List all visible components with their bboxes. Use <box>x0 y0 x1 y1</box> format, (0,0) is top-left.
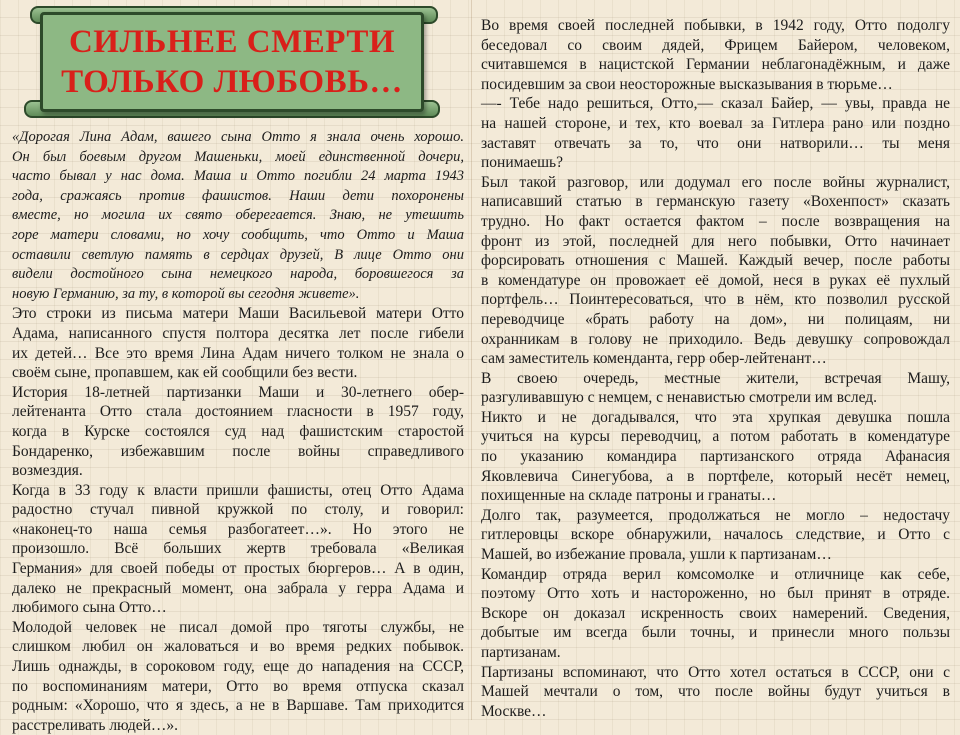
text-line: Машей мечтали о том, что после войны будут учиться в <box>481 683 950 701</box>
text-line: Он был боевым другом Машеньки, моей единственной дочери, <box>12 148 464 165</box>
title-line-2: ТОЛЬКО ЛЮБОВЬ… <box>61 64 403 100</box>
text-line: форсировать отношения с Машей. Каждый вечер, после работы <box>481 252 950 270</box>
text-line: Партизаны вспоминают, что Отто хотел остаться в СССР, они с <box>481 663 950 681</box>
paragraph <box>481 663 950 722</box>
text-line: беседовал со своим дядей, Фрицем Байером, человеком, <box>481 36 950 54</box>
text-line: гитлеровцы вскоре обнаружили, началось следствие, и Отто с <box>481 526 950 544</box>
text-line: заставят отвечать за то, что они натворили… ты меня <box>481 134 950 152</box>
text-line: Бондаренко, избежавшим после войны справедливого <box>12 442 464 460</box>
text-line: партизанам. <box>481 644 561 661</box>
text-line: по указанию командира партизанского отряда Афанасия <box>481 448 950 466</box>
text-line: Лишь однажды, в сороковом году, еще до нападения на СССР, <box>12 658 464 676</box>
title-scroll <box>18 4 448 122</box>
text-line: видели достойного сына немецкого народа, боровшегося за <box>12 266 464 283</box>
text-line: разгуливавшую с немцем, с ненавистью смотрели им вслед. <box>481 389 878 407</box>
text-line: оставили светлую память в сердцах друзей, В лице Отто они <box>12 246 464 263</box>
text-line: родным: «Хорошо, что я здесь, а не в Варшаве. Там приходится <box>12 697 464 715</box>
paragraph <box>481 506 950 565</box>
text-line: вместе, но могила их свято оберегается. Знаю, не утешить <box>12 207 464 224</box>
paragraph <box>12 618 464 735</box>
text-line: расстреливать людей…». <box>12 716 179 734</box>
text-line: Молодой человек не писал домой про тяготы службы, не <box>12 618 464 636</box>
text-line: переводчице «брать работу на дом», ни полицаям, ни <box>481 310 950 328</box>
text-line: трудно. Но факт остается фактом – после возвращения на <box>481 212 950 230</box>
text-line: Командир отряда верил комсомолке и отличнице как себе, <box>481 565 950 583</box>
text-line: на нашей стороне, и тех, кто воевал за Гитлера рано или поздно <box>481 114 950 132</box>
paragraph <box>481 565 950 663</box>
text-line: фронт из этой, последней для него побывки, Отто начинает <box>481 232 950 250</box>
text-line: считавшемся в нацистской Германии неблагонадёжным, и даже <box>481 56 950 74</box>
text-line: учиться на курсы переводчиц, а потом работать в комендатуре <box>481 428 950 446</box>
text-line: сам заместитель коменданта, герр обер-лейтенант… <box>481 350 827 368</box>
text-line: в комендатуре он провожает её домой, неся в руках её пухлый <box>481 271 950 289</box>
paragraph <box>12 304 464 382</box>
text-line: радостно стучал пивной кружкой по столу, и говорил: <box>12 501 464 519</box>
text-line: Когда в 33 году к власти пришли фашисты, отец Отто Адама <box>12 481 464 499</box>
text-line: Это строки из письма матери Маши Васильевой матери Отто <box>12 305 464 323</box>
text-line: понимаешь? <box>481 154 563 172</box>
text-line: Долго так, разумеется, продолжаться не могло – недостачу <box>481 506 950 524</box>
text-line: горе матери словами, но хочу сообщить, что Отто и Маша <box>12 226 464 243</box>
text-line: —- Тебе надо решиться, Отто,— сказал Байер, — увы, правда не <box>481 95 950 113</box>
text-line: написавший статью в германскую газету «Вохенпост» сказать <box>481 193 950 211</box>
left-column <box>12 128 464 735</box>
text-line: когда в Курске состоялся суд над фашистским старостой <box>12 422 464 440</box>
text-line: любимого сына Отто… <box>12 599 167 617</box>
text-line: Германия» для своей победы от простых бюргеров… А в один, <box>12 560 464 578</box>
text-line: часто бывал у нас дома. Маша и Отто погибли 24 марта 1943 <box>12 168 464 185</box>
paragraph <box>12 481 464 618</box>
text-line: посидевшим за свои неосторожные высказывания в тюрьме… <box>481 75 893 93</box>
text-line: «Дорогая Лина Адам, вашего сына Отто я знала очень хорошо. <box>12 129 464 145</box>
column-divider <box>471 0 472 720</box>
text-line: слишком любил он жаловаться и во время редких побывок. <box>12 638 464 656</box>
text-line: Машей, во избежание провала, ушли к партизанам… <box>481 546 832 564</box>
title-line-1: СИЛЬНЕЕ СМЕРТИ <box>68 24 396 60</box>
paragraph <box>12 383 464 481</box>
text-line: похищенные на складе патроны и гранаты… <box>481 487 777 505</box>
text-line: новую Германию, за ту, в которой вы сегодня живете». <box>12 285 360 302</box>
text-line: История 18-летней партизанки Маши и 30-летнего обер- <box>12 383 464 401</box>
text-line: их детей… Все это время Лина Адам ничего толком не знала о <box>12 344 464 362</box>
text-line: Яковлевича Синегубова, а в портфеле, который несёт немец, <box>481 467 950 485</box>
text-line: портфель… Поинтересоваться, что в нём, кто позволил русской <box>481 291 950 309</box>
text-line: года, сражаясь против фашистов. Наши дети похоронены <box>12 187 464 204</box>
paragraph <box>481 369 950 408</box>
paragraph <box>481 408 950 506</box>
text-line: поэтому Отто хоть и настороженно, но был принят в отряде. <box>481 585 950 603</box>
text-line: Был такой разговор, или додумал его после войны журналист, <box>481 173 950 191</box>
text-line: лейтенанта Отто стала достоянием гласности в 1957 году, <box>12 403 464 421</box>
paragraph <box>481 16 950 94</box>
text-line: В своею очередь, местные жители, встречая Машу, <box>481 369 950 387</box>
title-banner <box>40 12 424 112</box>
text-line: охранникам в голову не приходило. Ведь девушку сопровождал <box>481 330 950 348</box>
text-line: Москве… <box>481 702 547 720</box>
paragraph <box>481 94 950 172</box>
text-line: Во время своей последней побывки, в 1942 году, Отто подолгу <box>481 17 950 34</box>
text-line: произошло. Всё больших жертв требовала «Великая <box>12 540 464 558</box>
paragraph <box>481 173 950 369</box>
text-line: своём сыне, пропавшем, как ей сообщили без вести. <box>12 364 358 382</box>
text-line: далеко не прекрасный момент, она забрала у герра Адама и <box>12 579 464 597</box>
text-line: Никто и не догадывался, что эта хрупкая девушка пошла <box>481 408 950 426</box>
text-line: «наконец-то наша семья разбогатеет…». Но этого не <box>12 520 464 538</box>
text-line: Вскоре он доказал искренность своих намерений. Сведения, <box>481 604 950 622</box>
right-column <box>481 16 950 721</box>
letter-quote <box>12 128 464 304</box>
text-line: по воспоминаниям матери, Отто во время отпуска сказал <box>12 677 464 695</box>
text-line: возмездия. <box>12 462 83 480</box>
text-line: добытые им всегда были точны, и принесли много пользы <box>481 624 950 642</box>
text-line: Адама, написанного спустя полтора десятка лет после гибели <box>12 324 464 342</box>
